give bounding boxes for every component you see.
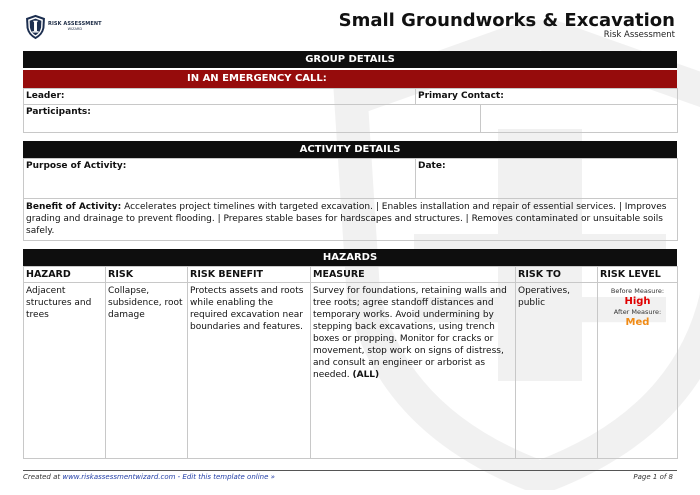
col-risk-to: RISK TO bbox=[516, 267, 598, 283]
hazards-section bbox=[23, 249, 677, 459]
page-footer bbox=[23, 470, 677, 481]
measure-text: Survey for foundations, retaining walls and tree roots; agree standoff distances and temporary works. Avoid undermining by stepping back excavations, using trench boxes or propping. Monitor for cracks or movement, stop work on signs of distress, and consult an engineer or arborist as needed. bbox=[313, 286, 507, 380]
col-risk-level: RISK LEVEL bbox=[598, 267, 678, 283]
before-measure-level: High bbox=[624, 296, 651, 307]
purpose-label: Purpose of Activity: bbox=[26, 161, 127, 171]
benefit-field bbox=[24, 199, 678, 241]
table-row bbox=[24, 283, 678, 459]
primary-contact-field[interactable] bbox=[416, 89, 678, 105]
page-number: Page 1 of 8 bbox=[633, 473, 673, 481]
date-field[interactable] bbox=[416, 159, 678, 199]
leader-label: Leader: bbox=[26, 91, 65, 101]
page-header bbox=[23, 0, 677, 48]
col-hazard: HAZARD bbox=[24, 267, 106, 283]
brand-logo bbox=[25, 14, 102, 40]
hazards-table bbox=[23, 266, 678, 459]
col-risk: RISK bbox=[106, 267, 188, 283]
purpose-field[interactable] bbox=[24, 159, 416, 199]
before-measure-label: Before Measure: bbox=[610, 287, 665, 295]
emergency-label: IN AN EMERGENCY CALL: bbox=[187, 73, 327, 84]
hazard-cell: Adjacent structures and trees bbox=[24, 283, 106, 459]
group-details-section bbox=[23, 51, 677, 133]
document-subtitle: Risk Assessment bbox=[603, 30, 675, 40]
logo-subtitle: WIZARD bbox=[67, 27, 83, 32]
leader-field[interactable] bbox=[24, 89, 416, 105]
hazards-heading: HAZARDS bbox=[23, 249, 677, 266]
logo-title: RISK ASSESSMENT bbox=[48, 21, 102, 28]
participants-field[interactable] bbox=[24, 105, 481, 133]
risk-cell: Collapse, subsidence, root damage bbox=[106, 283, 188, 459]
primary-contact-label: Primary Contact: bbox=[418, 91, 504, 101]
emergency-bar bbox=[23, 68, 677, 88]
shield-lighthouse-icon bbox=[25, 14, 46, 40]
hazards-header-row bbox=[24, 267, 678, 283]
col-risk-benefit: RISK BENEFIT bbox=[188, 267, 311, 283]
risk-benefit-cell: Protects assets and roots while enabling the required excavation near boundaries and features. bbox=[188, 283, 311, 459]
participants-extra-field[interactable] bbox=[481, 105, 678, 133]
document-page bbox=[23, 0, 677, 459]
measure-cell bbox=[311, 283, 516, 459]
after-measure-level: Med bbox=[625, 317, 650, 328]
benefit-text: Accelerates project timelines with targeted excavation. | Enables installation and repair of essential services. | Improves grading and drainage to prevent flooding. | Prepares stable bases for hardscapes and structures. | Removes contaminated or unsuitable soils safely. bbox=[26, 202, 667, 236]
activity-details-table bbox=[23, 158, 678, 241]
benefit-label: Benefit of Activity: bbox=[26, 202, 122, 212]
measure-tag: (ALL) bbox=[352, 370, 380, 380]
activity-details-heading: ACTIVITY DETAILS bbox=[23, 141, 677, 158]
risk-to-cell: Operatives, public bbox=[516, 283, 598, 459]
footer-edit-link[interactable]: - Edit this template online » bbox=[175, 473, 275, 481]
date-label: Date: bbox=[418, 161, 446, 171]
document-title: Small Groundworks & Excavation bbox=[338, 10, 675, 31]
footer-created-label: Created at bbox=[23, 473, 63, 481]
activity-details-section bbox=[23, 141, 677, 241]
participants-label: Participants: bbox=[26, 107, 91, 117]
col-measure: MEASURE bbox=[311, 267, 516, 283]
risk-level-cell bbox=[598, 283, 678, 459]
footer-site-link[interactable]: www.riskassessmentwizard.com bbox=[62, 473, 176, 481]
group-details-table bbox=[23, 88, 678, 133]
group-details-heading: GROUP DETAILS bbox=[23, 51, 677, 68]
after-measure-label: After Measure: bbox=[613, 308, 662, 316]
